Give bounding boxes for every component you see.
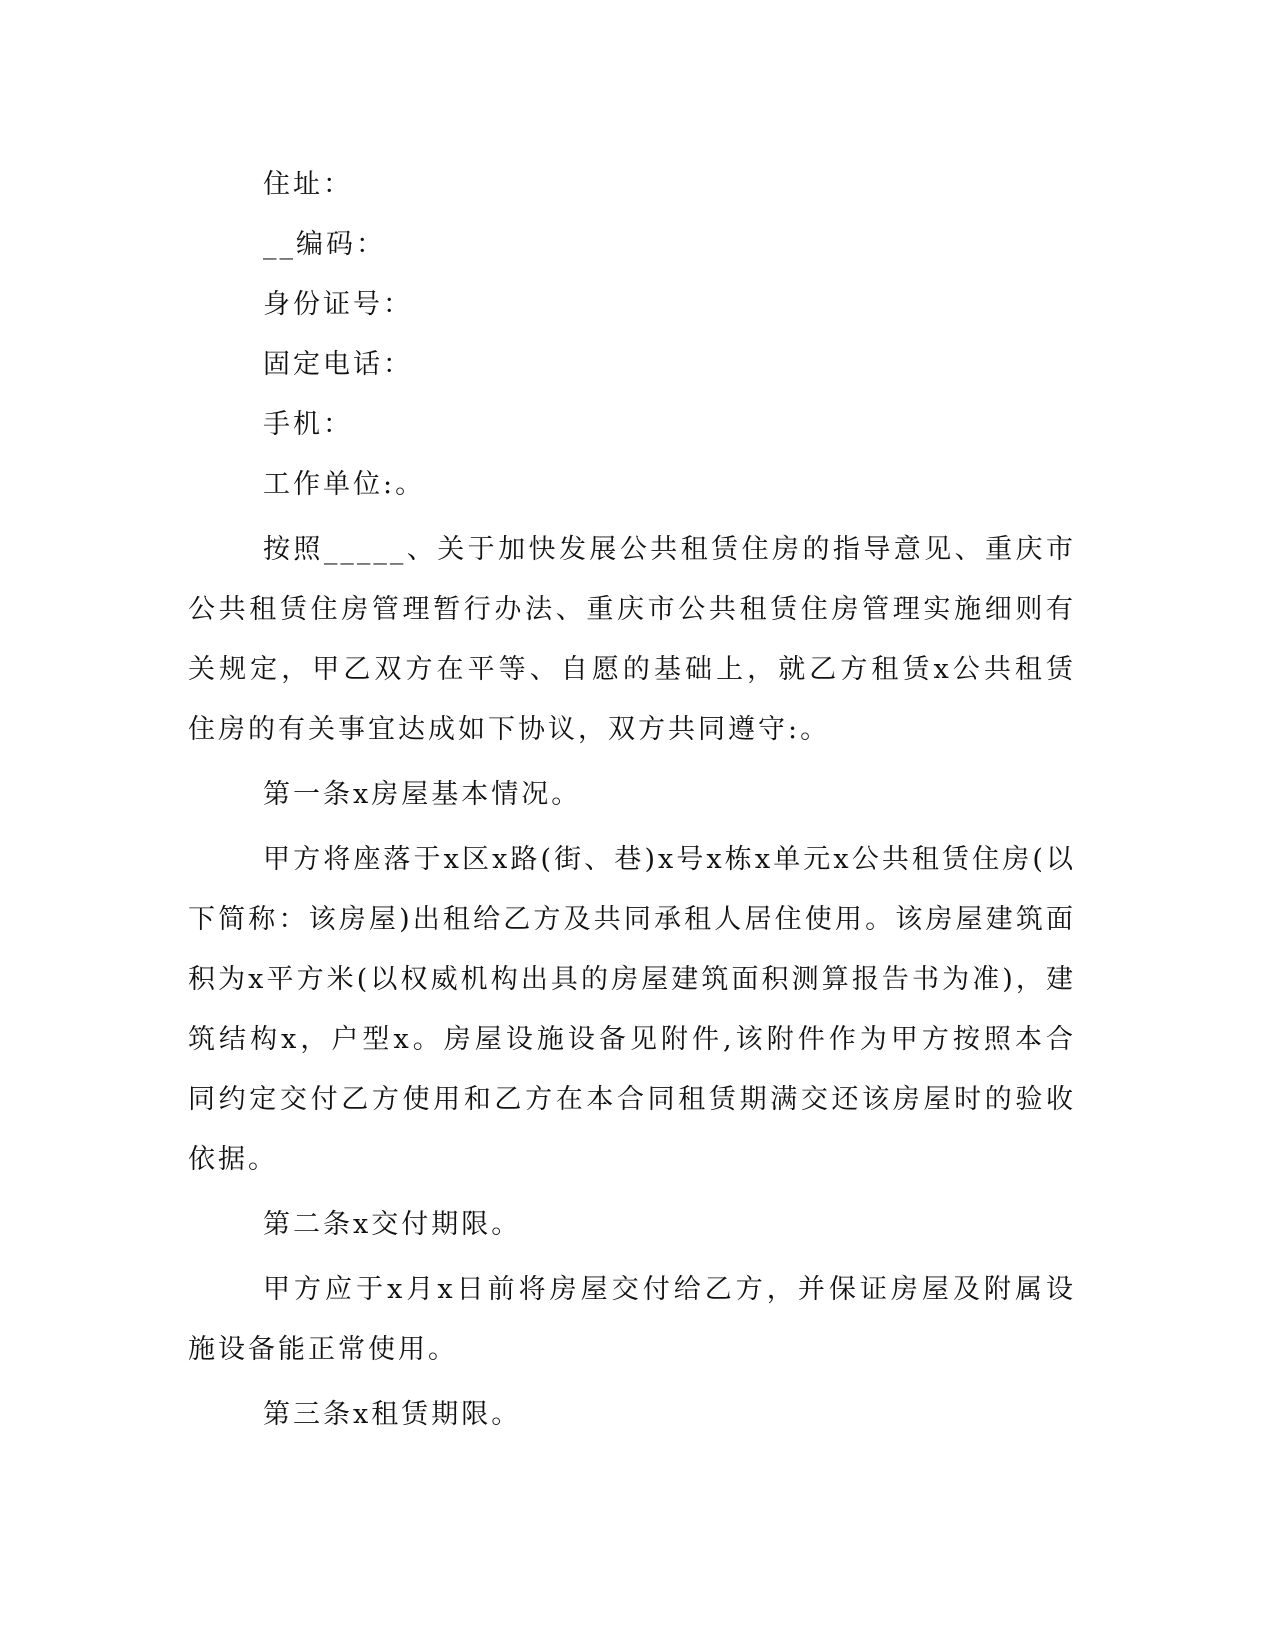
mobile-field: 手机：	[263, 409, 353, 440]
postcode-field: __编码：	[263, 229, 386, 260]
id-number-field: 身份证号：	[263, 289, 413, 320]
address-field: 住址：	[263, 169, 353, 200]
article-2-heading: 第二条x交付期限。	[263, 1209, 522, 1240]
document-body	[188, 160, 1076, 1450]
employer-field: 工作单位:。	[263, 469, 426, 500]
article-1-heading: 第一条x房屋基本情况。	[263, 779, 582, 810]
article-3-heading: 第三条x租赁期限。	[263, 1399, 522, 1430]
preamble-paragraph: 按照_____、关于加快发展公共租赁住房的指导意见、重庆市公共租赁住房管理暂行办法、重庆市公共租赁住房管理实施细则有关规定，甲乙双方在平等、自愿的基础上，就乙方租赁x公共租赁住房的有关事宜达成如下协议，双方共同遵守:。	[188, 534, 1076, 745]
article-1-body: 甲方将座落于x区x路(街、巷)x号x栋x单元x公共租赁住房(以下简称：该房屋)出租给乙方及共同承租人居住使用。该房屋建筑面积为x平方米(以权威机构出具的房屋建筑面积测算报告书为准)，建筑结构x，户型x。房屋设施设备见附件,该附件作为甲方按照本合同约定交付乙方使用和乙方在本合同租赁期满交还该房屋时的验收依据。	[188, 844, 1076, 1175]
landline-field: 固定电话：	[263, 349, 413, 380]
article-2-body: 甲方应于x月x日前将房屋交付给乙方，并保证房屋及附属设施设备能正常使用。	[188, 1274, 1076, 1365]
